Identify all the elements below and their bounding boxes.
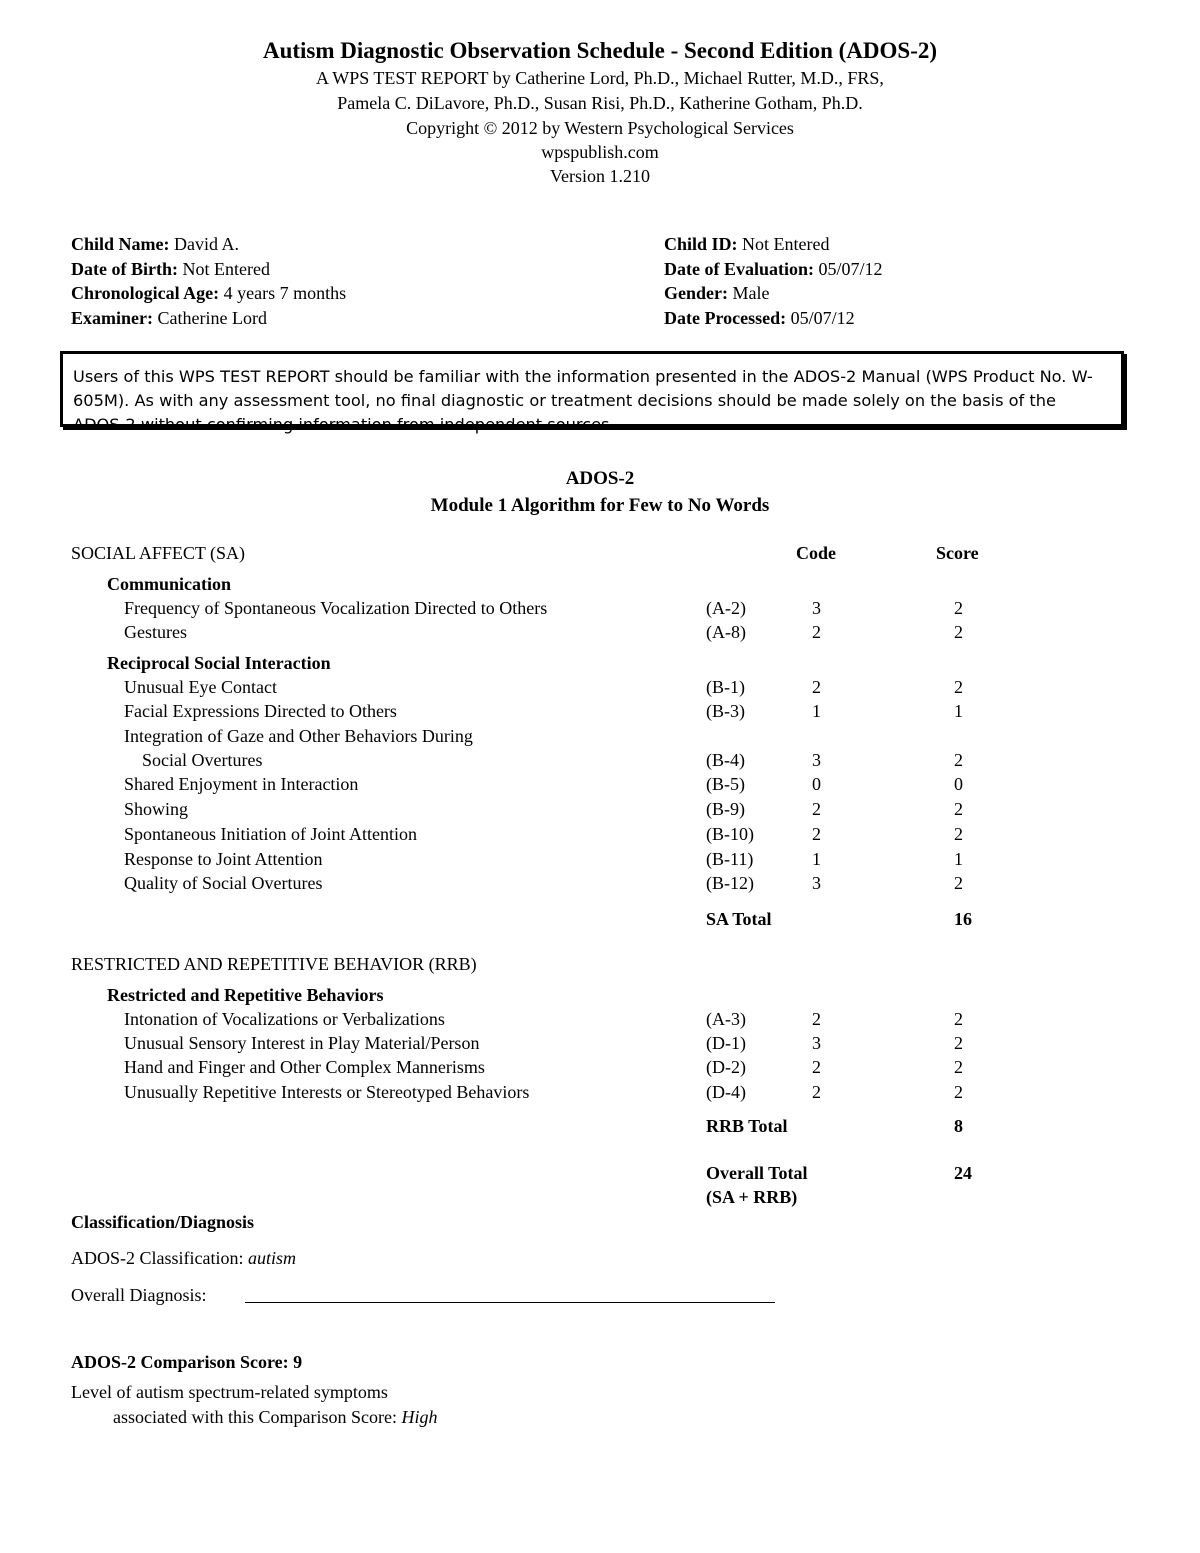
- item-label: Frequency of Spontaneous Vocalization Directed to Others: [124, 598, 548, 618]
- item-code: (D-2): [706, 1057, 746, 1077]
- child-name-label: Child Name:: [71, 234, 170, 254]
- item-score: 2: [954, 622, 963, 642]
- eval-date-label: Date of Evaluation:: [664, 259, 814, 279]
- item-label: Hand and Finger and Other Complex Mannerisms: [124, 1057, 485, 1077]
- dob-label: Date of Birth:: [71, 259, 178, 279]
- comparison-score-label: ADOS-2 Comparison Score:: [71, 1352, 289, 1372]
- gender-value: Male: [732, 283, 770, 303]
- table-row: [0, 1082, 1200, 1106]
- age-field: [71, 283, 346, 304]
- item-code: (B-5): [706, 774, 745, 794]
- rrb-total-value: 8: [954, 1116, 963, 1136]
- authors-line-1: A WPS TEST REPORT by Catherine Lord, Ph.D., Michael Rutter, M.D., FRS,: [316, 68, 884, 88]
- item-score: 2: [954, 873, 963, 893]
- report-title: Autism Diagnostic Observation Schedule - Second Edition (ADOS-2): [262, 38, 938, 63]
- item-score: 2: [954, 750, 963, 770]
- item-label: Spontaneous Initiation of Joint Attention: [124, 824, 417, 844]
- dob-field: [71, 259, 270, 280]
- item-label: Quality of Social Overtures: [124, 873, 323, 893]
- item-code: (B-1): [706, 677, 745, 697]
- table-row: [0, 824, 1200, 848]
- table-row: [0, 1009, 1200, 1033]
- eval-date-value: 05/07/12: [818, 259, 883, 279]
- ados-classification-value: autism: [248, 1248, 297, 1268]
- item-value: 1: [812, 701, 821, 721]
- overall-diagnosis-label: Overall Diagnosis:: [71, 1285, 207, 1305]
- age-label: Chronological Age:: [71, 283, 220, 303]
- child-name-value: David A.: [174, 234, 239, 254]
- authors-line-2: Pamela C. DiLavore, Ph.D., Susan Risi, Ph.D., Katherine Gotham, Ph.D.: [337, 93, 863, 113]
- overall-total-formula: (SA + RRB): [706, 1187, 798, 1207]
- child-id-value: Not Entered: [742, 234, 830, 254]
- item-score: 2: [954, 677, 963, 697]
- table-row: [0, 701, 1200, 725]
- table-row: [0, 849, 1200, 873]
- item-label: Showing: [124, 799, 189, 819]
- usage-notice-box: Users of this WPS TEST REPORT should be familiar with the information presented in the ADOS-2 Manual (WPS Product No. W-605M). As with any assessment tool, no final diagnostic or treatment decisions should be made solely on the basis of the ADOS-2 without confirming information from independent sources.: [60, 351, 1124, 427]
- sa-heading: SOCIAL AFFECT (SA): [71, 543, 246, 563]
- item-value: 2: [812, 1009, 821, 1029]
- examiner-value: Catherine Lord: [157, 308, 267, 328]
- item-value: 2: [812, 622, 821, 642]
- item-score: 2: [954, 1033, 963, 1053]
- ados-classification-label: ADOS-2 Classification:: [71, 1248, 244, 1268]
- symptom-level-value: High: [401, 1407, 438, 1427]
- symptom-level-line-2: [113, 1407, 437, 1428]
- item-value: 3: [812, 750, 821, 770]
- table-row: [0, 677, 1200, 701]
- rsi-heading: Reciprocal Social Interaction: [107, 653, 331, 673]
- item-value: 2: [812, 1057, 821, 1077]
- item-value: 2: [812, 677, 821, 697]
- ados-classification: [71, 1248, 296, 1269]
- overall-total-value: 24: [954, 1163, 972, 1183]
- item-label: Integration of Gaze and Other Behaviors During: [124, 726, 473, 746]
- item-code: (B-4): [706, 750, 745, 770]
- version-line: Version 1.210: [550, 166, 650, 186]
- processed-date-label: Date Processed:: [664, 308, 787, 328]
- item-label: Intonation of Vocalizations or Verbalizations: [124, 1009, 445, 1029]
- item-value: 2: [812, 1082, 821, 1102]
- symptom-level-line-1: Level of autism spectrum-related symptoms: [71, 1382, 388, 1402]
- item-score: 2: [954, 824, 963, 844]
- item-code: (B-12): [706, 873, 754, 893]
- comparison-score-value: 9: [293, 1352, 303, 1372]
- item-code: (B-9): [706, 799, 745, 819]
- item-value: 3: [812, 1033, 821, 1053]
- item-code: (A-8): [706, 622, 746, 642]
- eval-date-field: [664, 259, 883, 280]
- item-score: 1: [954, 701, 963, 721]
- processed-date-value: 05/07/12: [790, 308, 855, 328]
- table-row: [0, 799, 1200, 823]
- rrb-heading: RESTRICTED AND REPETITIVE BEHAVIOR (RRB): [71, 954, 477, 974]
- item-code: (A-2): [706, 598, 746, 618]
- sa-total-value: 16: [954, 909, 972, 929]
- sa-total-label: SA Total: [706, 909, 772, 929]
- website-line: wpspublish.com: [541, 142, 659, 162]
- table-row: [0, 1057, 1200, 1081]
- item-score: 2: [954, 1009, 963, 1029]
- item-label: Response to Joint Attention: [124, 849, 323, 869]
- table-row: [0, 598, 1200, 622]
- copyright-line: Copyright © 2012 by Western Psychological Services: [406, 118, 794, 138]
- table-row: [0, 873, 1200, 897]
- item-code: (B-11): [706, 849, 754, 869]
- overall-total-label: Overall Total: [706, 1163, 808, 1183]
- table-row: [0, 1033, 1200, 1057]
- item-value: 0: [812, 774, 821, 794]
- item-code: (A-3): [706, 1009, 746, 1029]
- score-column-header: Score: [936, 543, 979, 563]
- item-code: (D-4): [706, 1082, 746, 1102]
- rrb-total-label: RRB Total: [706, 1116, 788, 1136]
- gender-label: Gender:: [664, 283, 728, 303]
- item-score: 0: [954, 774, 963, 794]
- item-label: Unusual Eye Contact: [124, 677, 277, 697]
- item-label: Gestures: [124, 622, 187, 642]
- age-value: 4 years 7 months: [223, 283, 347, 303]
- item-label: Shared Enjoyment in Interaction: [124, 774, 359, 794]
- dob-value: Not Entered: [182, 259, 270, 279]
- diagnosis-blank-line: [245, 1302, 775, 1303]
- child-id-label: Child ID:: [664, 234, 738, 254]
- symptom-level-label: associated with this Comparison Score:: [113, 1407, 397, 1427]
- examiner-label: Examiner:: [71, 308, 153, 328]
- classification-heading: Classification/Diagnosis: [71, 1212, 255, 1232]
- child-name-field: [71, 234, 239, 255]
- item-label: Unusually Repetitive Interests or Stereotyped Behaviors: [124, 1082, 530, 1102]
- table-row: [0, 750, 1200, 774]
- item-score: 1: [954, 849, 963, 869]
- table-row: [0, 726, 1200, 750]
- table-row: [0, 774, 1200, 798]
- table-row: [0, 622, 1200, 646]
- item-code: (B-10): [706, 824, 754, 844]
- child-id-field: [664, 234, 830, 255]
- item-value: 3: [812, 873, 821, 893]
- item-value: 2: [812, 799, 821, 819]
- item-label-continued: Social Overtures: [142, 750, 263, 770]
- comparison-score: [71, 1352, 302, 1373]
- item-label: Facial Expressions Directed to Others: [124, 701, 397, 721]
- gender-field: [664, 283, 769, 304]
- item-score: 2: [954, 598, 963, 618]
- item-code: (D-1): [706, 1033, 746, 1053]
- code-column-header: Code: [796, 543, 836, 563]
- examiner-field: [71, 308, 267, 329]
- communication-heading: Communication: [107, 574, 232, 594]
- item-code: (B-3): [706, 701, 745, 721]
- rrb-sub-heading: Restricted and Repetitive Behaviors: [107, 985, 384, 1005]
- item-score: 2: [954, 1082, 963, 1102]
- item-score: 2: [954, 1057, 963, 1077]
- algorithm-title: ADOS-2: [565, 468, 635, 489]
- item-value: 1: [812, 849, 821, 869]
- processed-date-field: [664, 308, 855, 329]
- item-value: 2: [812, 824, 821, 844]
- item-value: 3: [812, 598, 821, 618]
- algorithm-subtitle: Module 1 Algorithm for Few to No Words: [430, 495, 770, 516]
- item-label: Unusual Sensory Interest in Play Material/Person: [124, 1033, 480, 1053]
- item-score: 2: [954, 799, 963, 819]
